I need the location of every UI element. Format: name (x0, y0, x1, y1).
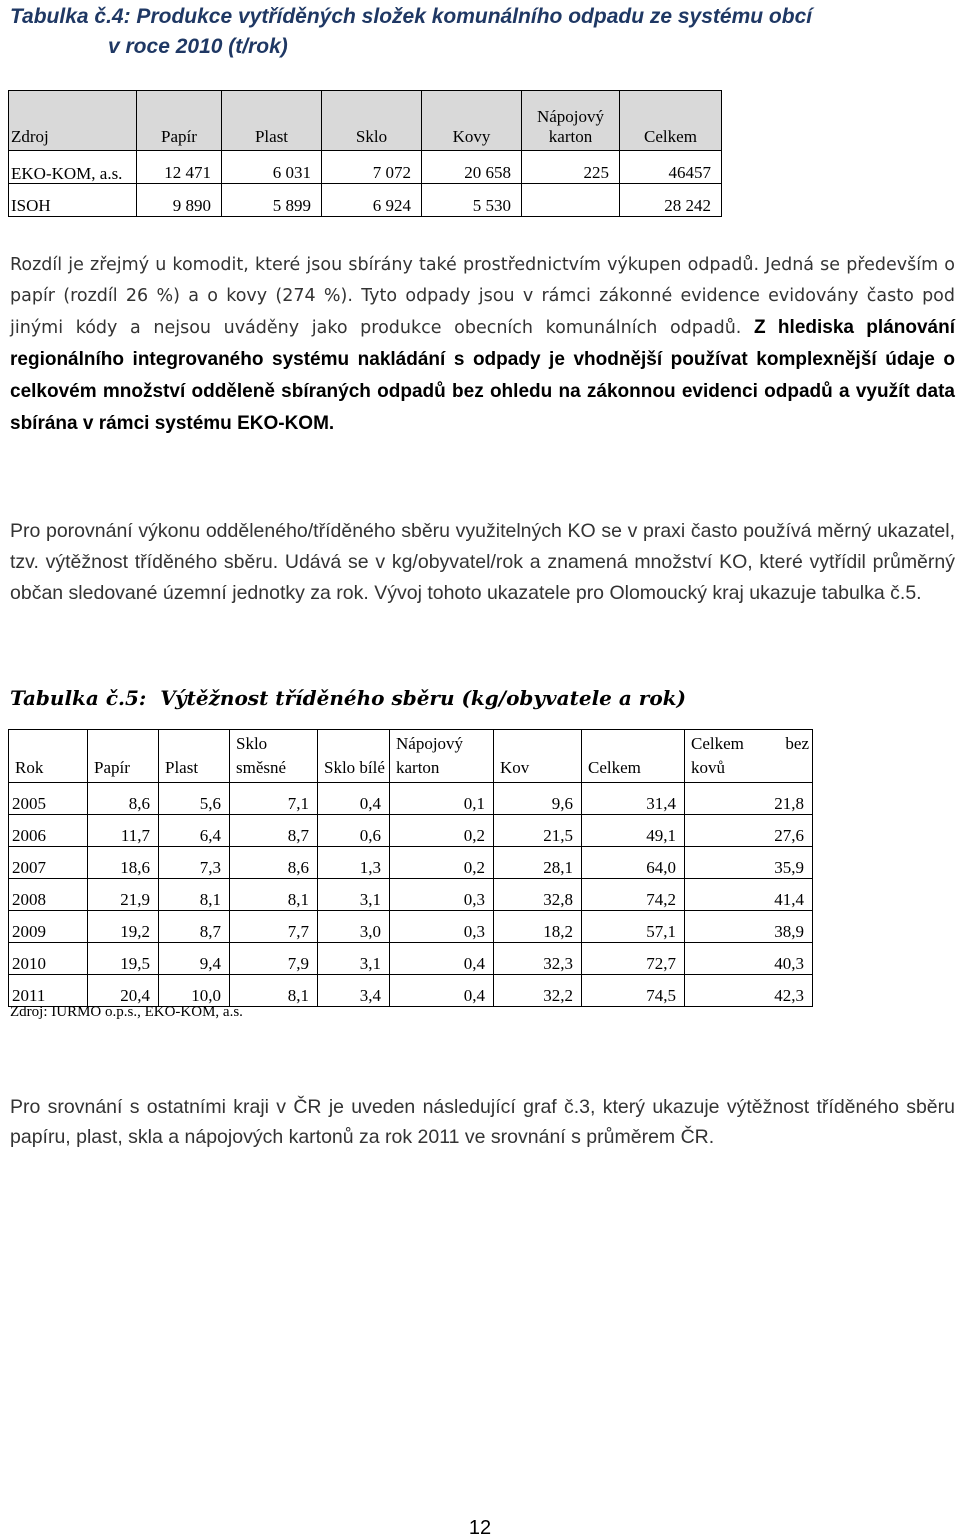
table5-header-cell: Kov (494, 730, 582, 783)
table4-cell: 12 471 (137, 151, 222, 184)
table5-source: Zdroj: IURMO o.p.s., EKO-KOM, a.s. (10, 1004, 243, 1020)
table5-cell: 0,1 (390, 783, 494, 815)
table4-header-cell: Nápojový karton (522, 91, 620, 151)
table5-header-cell: Nápojový karton (390, 730, 494, 783)
paragraph-normal-text: Rozdíl je zřejmý u komodit, které jsou sbírány také prostřednictvím výkupen odpadů. Jedná se především o papír (rozdíl 26 %) a o kovy (274 %). Tyto odpady jsou v rámci zákonné evidence evidovány často pod jinými kódy a nejsou uváděny jako produkce obecních komunálních odpadů. (10, 255, 955, 338)
table5-cell: 0,2 (390, 815, 494, 847)
table5-cell: 3,4 (318, 975, 390, 1007)
table5-header-cell: Plast (159, 730, 230, 783)
table5-cell: 8,1 (159, 879, 230, 911)
table4-cell: 9 890 (137, 184, 222, 217)
table4-caption (10, 2, 955, 62)
table5-cell: 3,0 (318, 911, 390, 943)
table5-cell: 3,1 (318, 879, 390, 911)
table5-cell: 21,5 (494, 815, 582, 847)
table5-cell: 18,6 (88, 847, 159, 879)
table4-header-cell: Zdroj (9, 91, 137, 151)
table4-header-cell: Papír (137, 91, 222, 151)
table5-cell: 64,0 (582, 847, 685, 879)
table4-source-cell: ISOH (9, 184, 137, 217)
table5-cell: 8,1 (230, 975, 318, 1007)
table-row (9, 879, 813, 911)
table5-caption (10, 686, 686, 710)
table4-source-cell: EKO-KOM, a.s. (9, 151, 137, 184)
table5-cell: 49,1 (582, 815, 685, 847)
table5-caption-text: Výtěžnost tříděného sběru (kg/obyvatele a rok) (160, 686, 686, 710)
table4-header-cell: Kovy (422, 91, 522, 151)
table5-body (9, 783, 813, 1007)
table5-cell: 8,7 (230, 815, 318, 847)
table5-cell: 0,6 (318, 815, 390, 847)
table5-year-cell: 2008 (9, 879, 88, 911)
table-row (9, 943, 813, 975)
table5-cell: 8,6 (88, 783, 159, 815)
table4-cell (522, 184, 620, 217)
table-row (9, 975, 813, 1007)
table5-cell: 6,4 (159, 815, 230, 847)
table5-cell: 9,6 (494, 783, 582, 815)
paragraph-differences (10, 250, 955, 440)
table5-header-row (9, 730, 813, 783)
table-row (9, 151, 722, 184)
table5-cell: 40,3 (685, 943, 813, 975)
table4-cell: 5 899 (222, 184, 322, 217)
table5-cell: 0,4 (390, 975, 494, 1007)
table-row (9, 184, 722, 217)
table5-cell: 8,1 (230, 879, 318, 911)
table4-cell: 20 658 (422, 151, 522, 184)
table5-year-cell: 2006 (9, 815, 88, 847)
table5-year-cell: 2010 (9, 943, 88, 975)
table5-cell: 32,2 (494, 975, 582, 1007)
table5-cell: 19,5 (88, 943, 159, 975)
table5-cell: 8,7 (159, 911, 230, 943)
table4-cell: 46457 (620, 151, 722, 184)
table5-cell: 0,2 (390, 847, 494, 879)
table5 (8, 729, 813, 1007)
table5-cell: 11,7 (88, 815, 159, 847)
table5-cell: 57,1 (582, 911, 685, 943)
table5-header-cell: Rok (9, 730, 88, 783)
table5-year-cell: 2009 (9, 911, 88, 943)
table4-cell: 5 530 (422, 184, 522, 217)
paragraph-comparison: Pro srovnání s ostatními kraji v ČR je uveden následující graf č.3, který ukazuje výtěžnost tříděného sběru papíru, plast, skla a nápojových kartonů za rok 2011 ve srovnání s průměrem ČR. (10, 1096, 955, 1148)
table4-caption-line2: v roce 2010 (t/rok) (108, 35, 288, 58)
table5-cell: 18,2 (494, 911, 582, 943)
table5-cell: 3,1 (318, 943, 390, 975)
table-row (9, 911, 813, 943)
table5-cell: 9,4 (159, 943, 230, 975)
table5-cell: 0,3 (390, 879, 494, 911)
table5-cell: 0,3 (390, 911, 494, 943)
table5-cell: 0,4 (318, 783, 390, 815)
table5-cell: 32,8 (494, 879, 582, 911)
table5-cell: 41,4 (685, 879, 813, 911)
table5-header-cell: Sklo bílé (318, 730, 390, 783)
table5-cell: 74,2 (582, 879, 685, 911)
table5-header-cell: Celkem bez kovů (685, 730, 813, 783)
table4-cell: 6 924 (322, 184, 422, 217)
table5-cell: 7,1 (230, 783, 318, 815)
table4-cell: 7 072 (322, 151, 422, 184)
table5-cell: 1,3 (318, 847, 390, 879)
table5-year-cell: 2011 (9, 975, 88, 1007)
table4-header-cell: Plast (222, 91, 322, 151)
table4-header-row (9, 91, 722, 151)
table5-cell: 5,6 (159, 783, 230, 815)
table5-cell: 7,3 (159, 847, 230, 879)
table5-year-cell: 2007 (9, 847, 88, 879)
table4-header-cell: Sklo (322, 91, 422, 151)
table4-caption-line1: Tabulka č.4: Produkce vytříděných složek komunálního odpadu ze systému obcí (10, 5, 813, 28)
table5-cell: 21,8 (685, 783, 813, 815)
table4-cell: 28 242 (620, 184, 722, 217)
table-row (9, 815, 813, 847)
table5-cell: 19,2 (88, 911, 159, 943)
table5-cell: 35,9 (685, 847, 813, 879)
table5-cell: 0,4 (390, 943, 494, 975)
table5-cell: 28,1 (494, 847, 582, 879)
table5-cell: 20,4 (88, 975, 159, 1007)
table5-header-cell: Sklo směsné (230, 730, 318, 783)
table5-cell: 42,3 (685, 975, 813, 1007)
table-row (9, 847, 813, 879)
table5-cell: 10,0 (159, 975, 230, 1007)
table5-header-cell: Celkem (582, 730, 685, 783)
table5-header-cell: Papír (88, 730, 159, 783)
paragraph-bold-text: Z hlediska plánování regionálního integrovaného systému nakládání s odpady je vhodnější používat komplexnější údaje o celkovém množství odděleně sbíraných odpadů bez ohledu na zákonnou evidenci odpadů a využít data sbírána v rámci systému EKO-KOM. (10, 317, 955, 434)
table5-cell: 31,4 (582, 783, 685, 815)
table4 (8, 90, 722, 217)
table5-year-cell: 2005 (9, 783, 88, 815)
table5-caption-number: Tabulka č.5: (10, 686, 147, 710)
table5-cell: 72,7 (582, 943, 685, 975)
page-number: 12 (468, 1517, 492, 1539)
table5-cell: 27,6 (685, 815, 813, 847)
paragraph-yield-indicator: Pro porovnání výkonu odděleného/tříděného sběru využitelných KO se v praxi často používá měrný ukazatel, tzv. výtěžnost tříděného sběru. Udává se v kg/obyvatel/rok a znamená množství KO, které vytřídil průměrný občan sledované územní jednotky za rok. Vývoj tohoto ukazatele pro Olomoucký kraj ukazuje tabulka č.5. (10, 520, 955, 604)
table4-cell: 225 (522, 151, 620, 184)
table5-cell: 74,5 (582, 975, 685, 1007)
table5-cell: 8,6 (230, 847, 318, 879)
table5-cell: 32,3 (494, 943, 582, 975)
table4-header-cell: Celkem (620, 91, 722, 151)
table5-cell: 38,9 (685, 911, 813, 943)
table4-cell: 6 031 (222, 151, 322, 184)
table5-cell: 7,9 (230, 943, 318, 975)
table5-cell: 21,9 (88, 879, 159, 911)
table-row (9, 783, 813, 815)
table5-cell: 7,7 (230, 911, 318, 943)
